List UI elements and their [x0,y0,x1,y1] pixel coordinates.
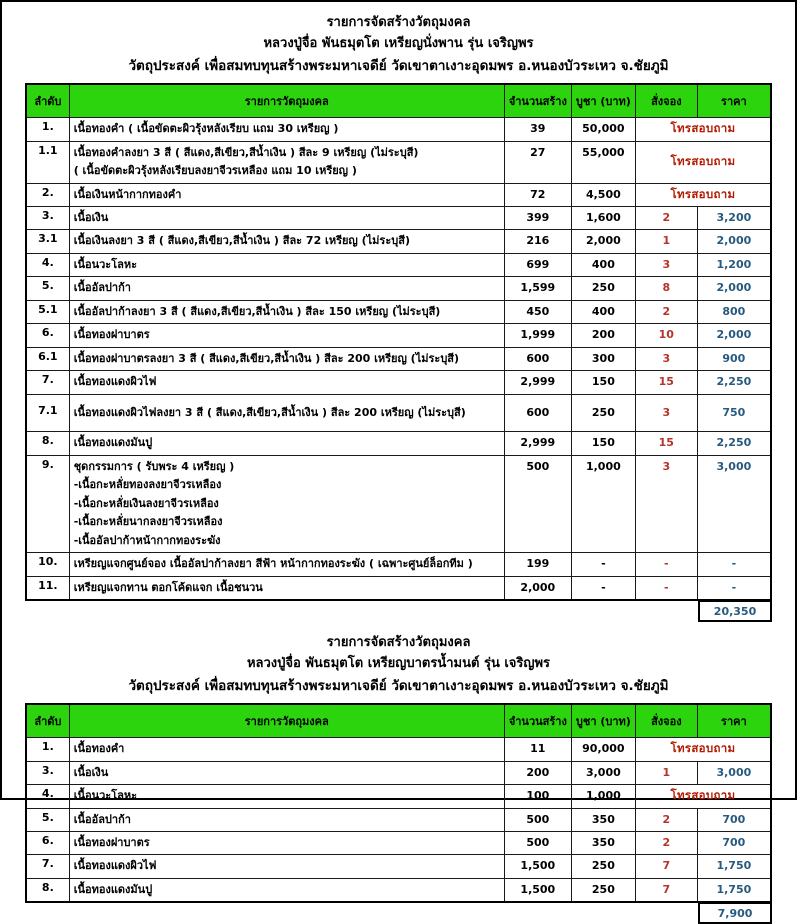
row-number: 1.1 [26,141,69,183]
item-description-line: เนื้อทองแดงผิวไฟ [73,375,157,389]
call-to-inquire-label: โทรสอบถาม [635,118,771,141]
worship-price: 1,600 [571,207,635,230]
quantity-made: 2,000 [504,576,571,600]
table-row [26,300,771,323]
section-nang-phan-coin [25,12,772,622]
row-number: 5.1 [26,300,69,323]
row-total-price: 700 [697,808,771,831]
row-total-price: 2,250 [697,432,771,455]
item-description-line: เนื้อนวะโลหะ [73,789,138,803]
row-number: 5. [26,277,69,300]
amulet-price-table-1 [25,83,772,601]
quantity-made: 500 [504,832,571,855]
grand-total-box-1: 20,350 [698,600,772,622]
document-purpose-line: วัตถุประสงค์ เพื่อสมทบทุนสร้างพระมหาเจดีย์ วัดเขาตาเงาะอุดมพร อ.หนองบัวระเหว จ.ชัยภูมิ [128,57,669,74]
item-description [69,277,504,300]
amulet-price-table-2 [25,703,772,903]
quantity-made: 500 [504,455,571,552]
order-count: 15 [635,432,697,455]
item-description [69,207,504,230]
item-description-line: เนื้อทองแดงผิวไฟ [73,859,157,873]
row-total-price: 3,200 [697,207,771,230]
order-count: 1 [635,230,697,253]
worship-price: 2,000 [571,230,635,253]
item-description-line: เนื้อทองคำลงยา 3 สี ( สีแดง,สีเขียว,สีน้ำเงิน ) สีละ 9 เหรียญ (ไม่ระบุสี) [73,145,419,159]
item-description-line: เนื้อเงิน [73,211,109,225]
worship-price: 3,000 [571,761,635,784]
header-row [26,704,771,738]
row-number: 3. [26,761,69,784]
table-row [26,394,771,431]
row-total-price: 800 [697,300,771,323]
quantity-made: 39 [504,118,571,141]
table-row [26,347,771,370]
item-description [69,432,504,455]
row-total-price: 2,000 [697,230,771,253]
item-description-line: ชุดกรรมการ ( รับพระ 4 เหรียญ ) [73,459,235,473]
item-description [69,878,504,902]
table-row [26,455,771,552]
column-header: ลำดับ [26,84,69,118]
item-description [69,324,504,347]
row-number: 6.1 [26,347,69,370]
document-purpose-line-2: วัตถุประสงค์ เพื่อสมทบทุนสร้างพระมหาเจดีย์ วัดเขาตาเงาะอุดมพร อ.หนองบัวระเหว จ.ชัยภูมิ [128,677,669,694]
quantity-made: 2,999 [504,371,571,394]
table-row [26,183,771,206]
row-number: 1. [26,118,69,141]
table-row [26,432,771,455]
section-water-bowl-coin [25,632,772,924]
item-description-line: เนื้อทองคำ ( เนื้อขัดตะผิวรุ้งหลังเรียบ แถม 30 เหรียญ ) [73,122,339,136]
order-count: 3 [635,394,697,431]
row-total-price: 1,750 [697,878,771,902]
table-row [26,808,771,831]
worship-price: 400 [571,253,635,276]
item-description [69,230,504,253]
worship-price: 250 [571,855,635,878]
item-description [69,371,504,394]
row-total-price: 1,200 [697,253,771,276]
table-row [26,207,771,230]
table-row [26,277,771,300]
row-number: 9. [26,455,69,552]
worship-price: 300 [571,347,635,370]
column-header: สั่งจอง [635,704,697,738]
quantity-made: 199 [504,553,571,576]
item-description-line: เนื้อเงินลงยา 3 สี ( สีแดง,สีเขียว,สีน้ำเงิน ) สีละ 72 เหรียญ (ไม่ระบุสี) [73,234,410,248]
row-number: 5. [26,808,69,831]
quantity-made: 11 [504,738,571,761]
quantity-made: 1,500 [504,878,571,902]
item-description-line: -เนื้อกะหลั่ยนากลงยาจีวรเหลือง [73,515,223,529]
row-total-price: 3,000 [697,455,771,552]
worship-price: 150 [571,371,635,394]
table-row [26,785,771,808]
order-count: 3 [635,347,697,370]
column-header: จำนวนสร้าง [504,84,571,118]
worship-price: 1,000 [571,455,635,552]
item-description-line: ( เนื้อขัดตะผิวรุ้งหลังเรียบลงยาจีวรเหลือง แถม 10 เหรียญ ) [73,164,357,178]
quantity-made: 216 [504,230,571,253]
item-description-line: เนื้อทองแดงมันปู [73,882,153,896]
order-count: 3 [635,455,697,552]
call-to-inquire-label: โทรสอบถาม [635,183,771,206]
column-header: บูชา (บาท) [571,704,635,738]
row-number: 6. [26,324,69,347]
worship-price: 350 [571,808,635,831]
order-count: 1 [635,761,697,784]
worship-price: 150 [571,432,635,455]
item-description-line: -เนื้ออัลปาก้าหน้ากากทองระฆัง [73,533,221,547]
order-count: 2 [635,300,697,323]
row-number: 11. [26,576,69,600]
quantity-made: 27 [504,141,571,183]
worship-price: - [571,553,635,576]
item-description-line: เนื้อนวะโลหะ [73,257,138,271]
quantity-made: 600 [504,347,571,370]
row-number: 8. [26,878,69,902]
table-row [26,118,771,141]
worship-price: - [571,576,635,600]
column-header: รายการวัตถุมงคล [69,704,504,738]
row-total-price: - [697,576,771,600]
worship-price: 400 [571,300,635,323]
item-description [69,253,504,276]
quantity-made: 100 [504,785,571,808]
quantity-made: 699 [504,253,571,276]
row-number: 4. [26,785,69,808]
item-description [69,855,504,878]
table-row [26,738,771,761]
document-page [2,2,795,924]
worship-price: 50,000 [571,118,635,141]
item-description [69,761,504,784]
item-description [69,738,504,761]
quantity-made: 1,599 [504,277,571,300]
worship-price: 250 [571,394,635,431]
order-count: 10 [635,324,697,347]
row-number: 10. [26,553,69,576]
table-row [26,855,771,878]
item-description [69,394,504,431]
quantity-made: 1,500 [504,855,571,878]
row-number: 6. [26,832,69,855]
quantity-made: 200 [504,761,571,784]
item-description-line: เนื้อทองคำ [73,742,125,756]
worship-price: 200 [571,324,635,347]
worship-price: 250 [571,878,635,902]
worship-price: 4,500 [571,183,635,206]
table-row [26,371,771,394]
order-count: 7 [635,855,697,878]
item-description [69,808,504,831]
quantity-made: 1,999 [504,324,571,347]
row-total-price: 2,000 [697,277,771,300]
row-total-price: 900 [697,347,771,370]
item-description [69,118,504,141]
item-description [69,183,504,206]
row-total-price: - [697,553,771,576]
table-row [26,832,771,855]
quantity-made: 500 [504,808,571,831]
item-description [69,785,504,808]
order-count: - [635,553,697,576]
worship-price: 250 [571,277,635,300]
row-number: 3. [26,207,69,230]
quantity-made: 600 [504,394,571,431]
item-description-line: -เนื้อกะหลั่ยทองลงยาจีวรเหลือง [73,478,222,492]
order-count: 2 [635,808,697,831]
item-description [69,141,504,183]
worship-price: 350 [571,832,635,855]
item-description-line: เนื้ออัลปาก้า [73,281,131,295]
item-description [69,832,504,855]
item-description-line: เนื้อทองฝาบาตร [73,836,150,849]
column-header: ราคา [697,704,771,738]
call-to-inquire-label: โทรสอบถาม [635,785,771,808]
document-title: รายการจัดสร้างวัตถุมงคล [326,15,471,30]
item-description [69,300,504,323]
row-number: 4. [26,253,69,276]
quantity-made: 72 [504,183,571,206]
order-count: 8 [635,277,697,300]
table-row [26,324,771,347]
item-description-line: เนื้อทองฝาบาตรลงยา 3 สี ( สีแดง,สีเขียว,สีน้ำเงิน ) สีละ 200 เหรียญ (ไม่ระบุสี) [73,351,460,365]
row-total-price: 2,000 [697,324,771,347]
row-total-price: 700 [697,832,771,855]
grand-total-box-2: 7,900 [698,902,772,924]
call-to-inquire-label: โทรสอบถาม [635,141,771,183]
item-description [69,553,504,576]
worship-price: 55,000 [571,141,635,183]
row-total-price: 2,250 [697,371,771,394]
item-description-line: เนื้อทองฝาบาตร [73,328,150,342]
item-description-line: เหรียญแจกศูนย์จอง เนื้ออัลปาก้าลงยา สีฟ้า หน้ากากทองระฆัง ( เฉพาะศูนย์ล็อกทีม ) [73,557,473,571]
row-number: 7.1 [26,394,69,431]
worship-price: 1,000 [571,785,635,808]
column-header: บูชา (บาท) [571,84,635,118]
table-row [26,141,771,183]
call-to-inquire-label: โทรสอบถาม [635,738,771,761]
item-description-line: เนื้อทองแดงมันปู [73,436,153,450]
table-row [26,576,771,600]
row-number: 7. [26,371,69,394]
item-description-line: เนื้ออัลปาก้าลงยา 3 สี ( สีแดง,สีเขียว,สีน้ำเงิน ) สีละ 150 เหรียญ (ไม่ระบุสี) [73,304,441,318]
column-header: จำนวนสร้าง [504,704,571,738]
item-description-line: เหรียญแจกทาน ตอกโค้ดแจก เนื้อชนวน [73,580,263,594]
quantity-made: 2,999 [504,432,571,455]
row-number: 7. [26,855,69,878]
item-description [69,455,504,552]
row-number: 3.1 [26,230,69,253]
order-count: 15 [635,371,697,394]
column-header: รายการวัตถุมงคล [69,84,504,118]
row-number: 8. [26,432,69,455]
item-description-line: -เนื้อกะหลั่ยเงินลงยาจีวรเหลือง [73,496,219,510]
column-header: ราคา [697,84,771,118]
order-count: 2 [635,207,697,230]
order-count: 7 [635,878,697,902]
table-row [26,878,771,902]
document-header-2 [25,632,772,697]
document-subtitle-monk-2: หลวงปู่จื่อ พันธมุตโต เหรียญบาตรน้ำมนต์ รุ่น เจริญพร [246,656,551,672]
table-row [26,253,771,276]
item-description-line: เนื้ออัลปาก้า [73,812,131,826]
quantity-made: 450 [504,300,571,323]
item-description [69,347,504,370]
column-header: ลำดับ [26,704,69,738]
order-count: 3 [635,253,697,276]
quantity-made: 399 [504,207,571,230]
item-description-line: เนื้อทองแดงผิวไฟลงยา 3 สี ( สีแดง,สีเขียว,สีน้ำเงิน ) สีละ 200 เหรียญ (ไม่ระบุสี) [73,405,466,419]
row-number: 1. [26,738,69,761]
item-description-line: เนื้อเงิน [73,765,109,779]
document-header [25,12,772,77]
worship-price: 90,000 [571,738,635,761]
item-description-line: เนื้อเงินหน้ากากทองคำ [73,187,182,201]
row-number: 2. [26,183,69,206]
row-total-price: 3,000 [697,761,771,784]
header-row [26,84,771,118]
item-description [69,576,504,600]
table-row [26,230,771,253]
row-total-price: 750 [697,394,771,431]
column-header: สั่งจอง [635,84,697,118]
table-row [26,761,771,784]
document-title-2: รายการจัดสร้างวัตถุมงคล [326,634,471,650]
row-total-price: 1,750 [697,855,771,878]
order-count: - [635,576,697,600]
document-subtitle-monk: หลวงปู่จื่อ พันธมุตโต เหรียญนั่งพาน รุ่น เจริญพร [263,36,534,52]
order-count: 2 [635,832,697,855]
table-row [26,553,771,576]
